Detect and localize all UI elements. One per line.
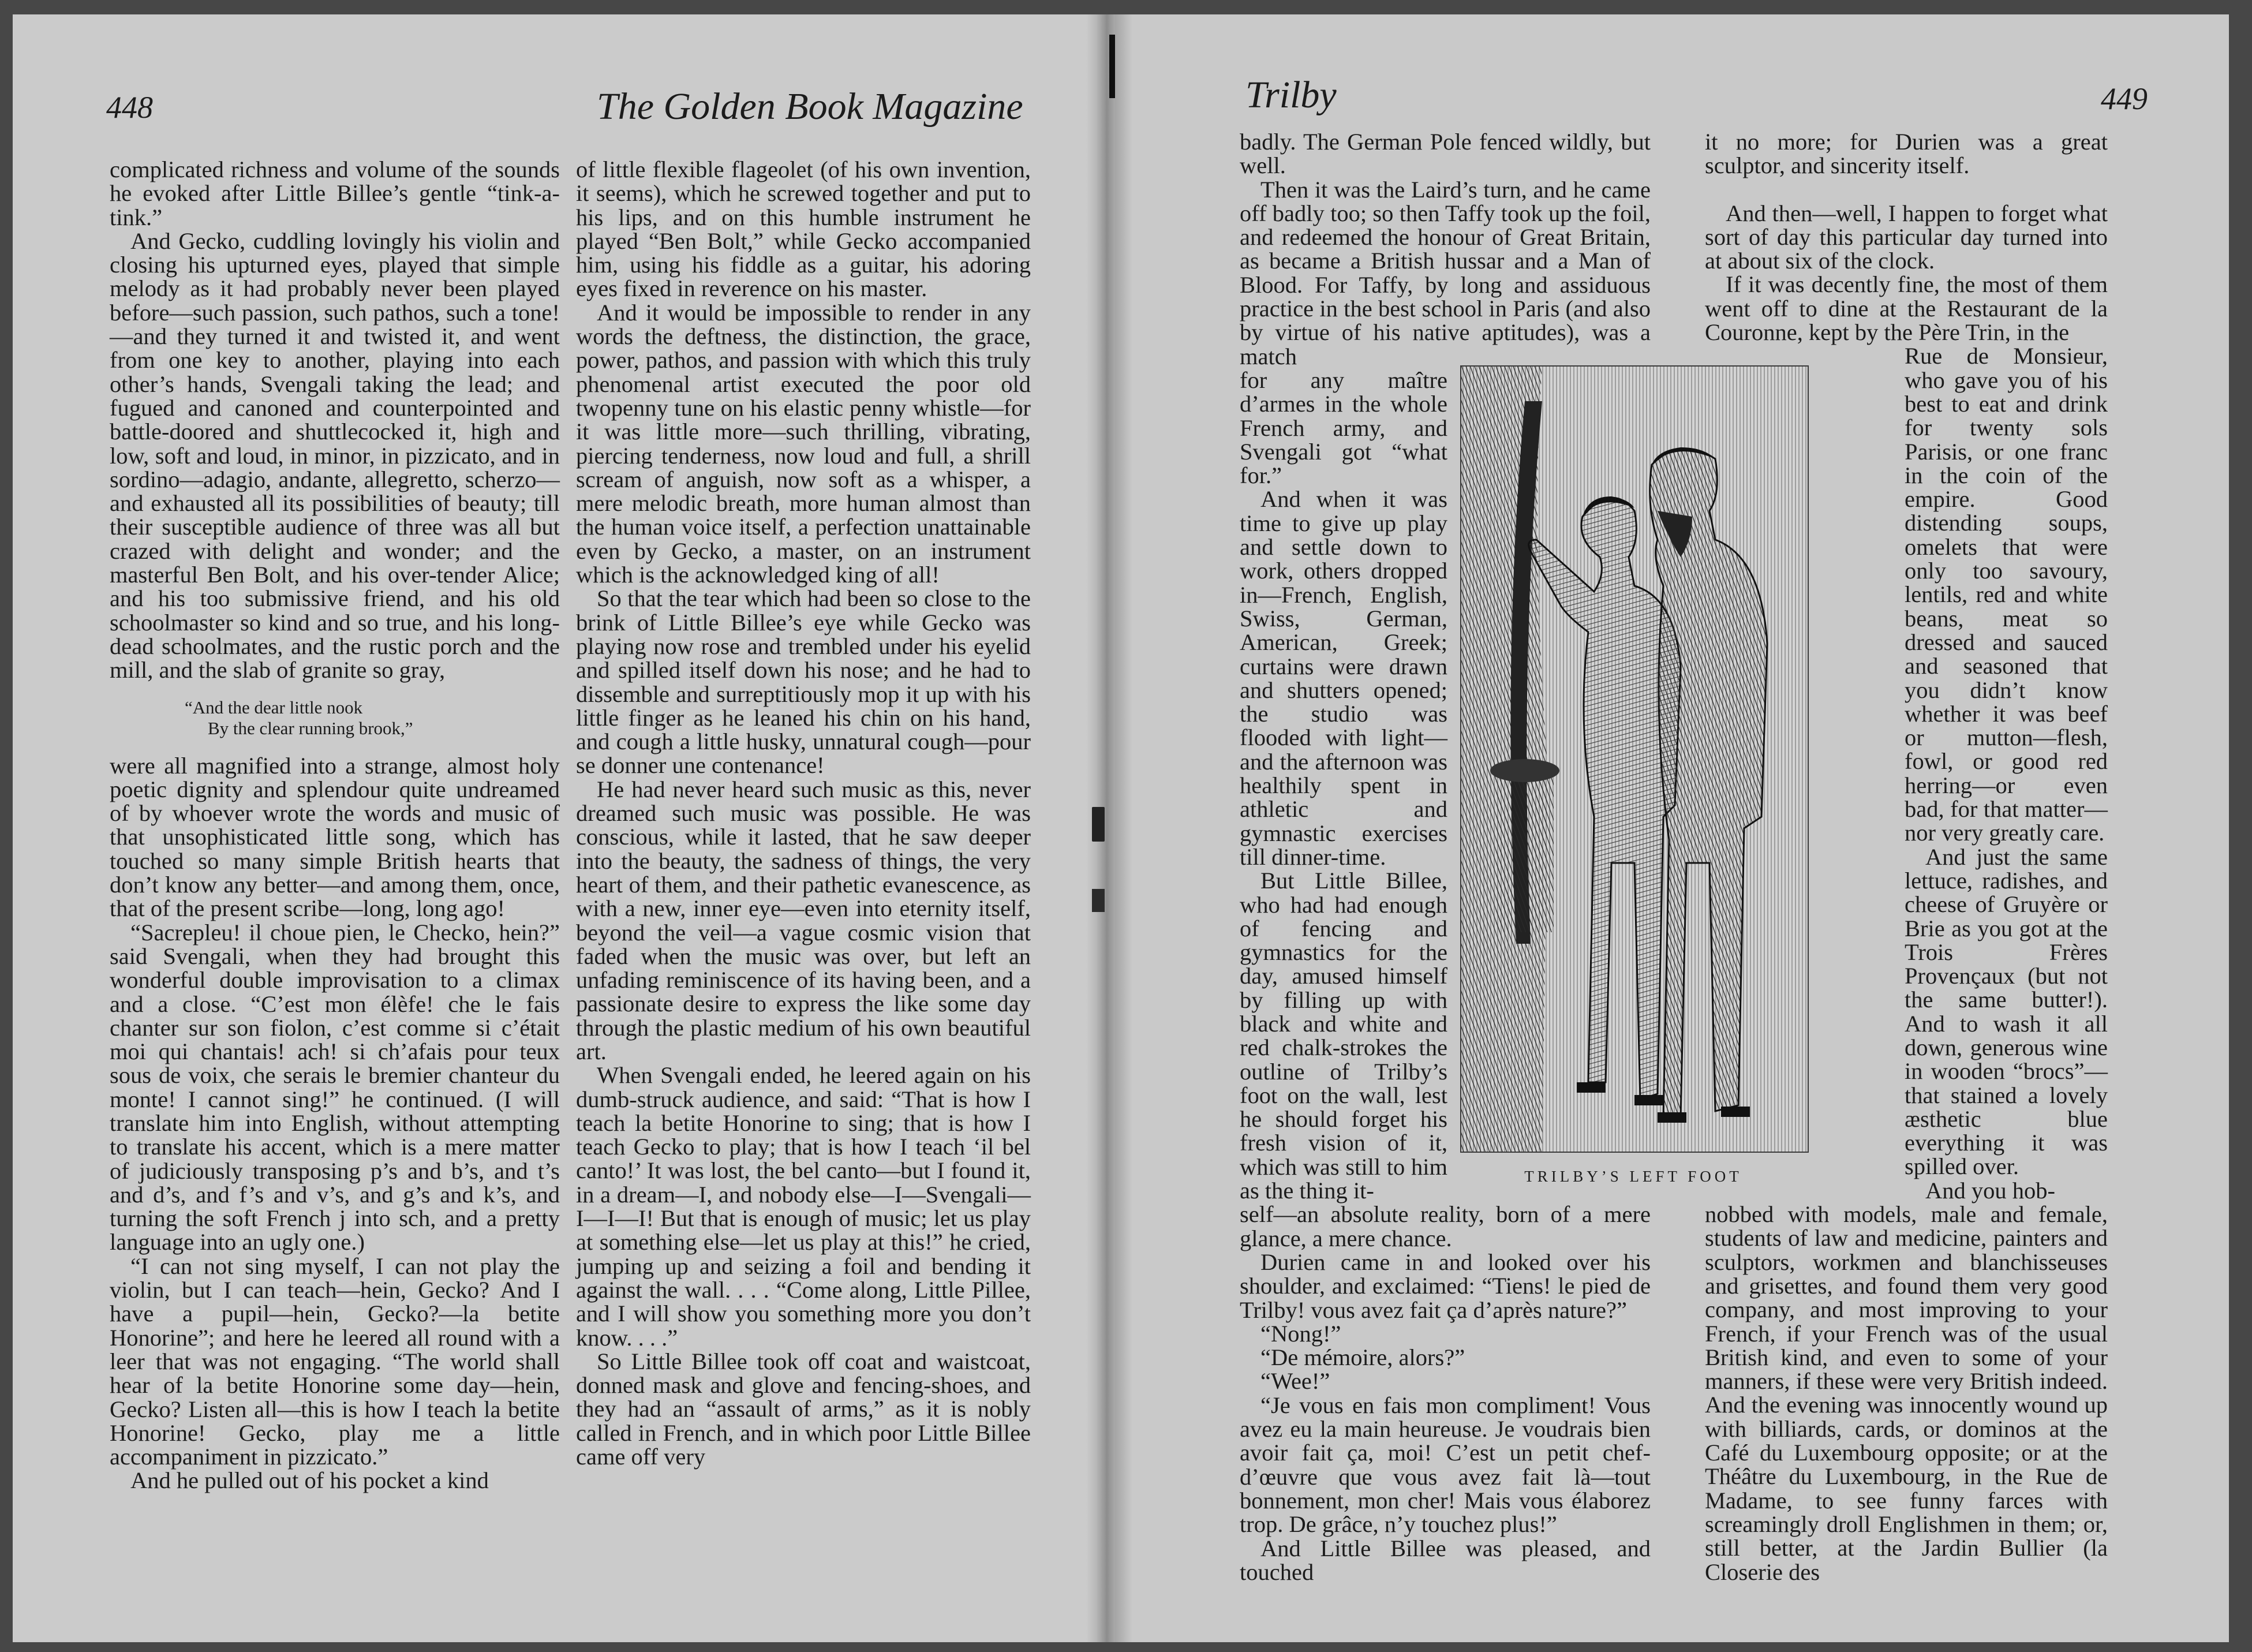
paragraph: And it would be impossible to render in any words the deftness, the distinction, the grace, power, pathos, and passion with which this truly phenomenal artist executed the poor old twopenny tune on his elastic penny whistle—for it was little more—such thrilling, vibrating, piercing tenderness, now loud and full, a shrill scream of anguish, now soft as a whisper, a mere melodic breath, more human almost than the human voice itself, a perfection unattainable even by Gecko, a master, on an instrument which is the acknowledged king of all! [576,299,1031,588]
paragraph: Durien came in and looked over his shoulder, and exclaimed: “Tiens! le pied de Trilby! vous avez fait ça d’après nature?” [1240,1249,1651,1323]
paragraph: And when it was time to give up play and settle down to work, others dropped in—French, English, Swiss, German, American, Greek; curtains were drawn and shutters opened; the studio was flooded with light—and the afternoon was healthily spent in athletic and gymnastic exercises till dinner-time. [1240,486,1447,870]
text-column-1 [110,158,560,1493]
col4-after-paragraphs [1705,1202,2108,1584]
paragraph: of little flexible flageolet (of his own invention, it seems), which he screwed together and put to his lips, and on this humble instrument he played “Ben Bolt,” while Gecko accompanied him, using his fiddle as a guitar, his adoring eyes fixed in reverence on his master. [576,156,1031,302]
paragraph: were all magnified into a strange, almost holy poetic dignity and splendour quite undreamed of by whoever wrote the words and music of that unsophisticated little song, which has touched so many simple British hearts that don’t know any better—and among them, once, that of the present scribe—long, long ago! [110,752,560,922]
paragraph: it no more; for Durien was a great sculptor, and sincerity itself. [1705,129,2108,179]
paragraph: And he pulled out of his pocket a kind [130,1467,489,1494]
paragraph: When Svengali ended, he leered again on his dumb-struck audience, and said: “That is how I teach la betite Honorine to sing; that is how I teach Gecko to play; that is how I teach ‘il bel canto!’ It was lost, the bel canto—but I found it, in a dream—I, and nobody else—I—Svengali—I—I—I! But that is enough of music; let us play at something else—let us play at this!” he cried, jumping up and seizing a foil and bending it against the wall. . . . “Come along, Little Pillee, and I will show you something more you don’t know. . . .” [576,1062,1031,1351]
page-number-right: 449 [2101,81,2148,116]
paragraph: “Je vous en fais mon compliment! Vous avez eu la main heureuse. Je voudrais bien avoir fait ça, moi! C’est un petit chef-d’œuvre que vous avez fait là—tout bonnement, mon cher! Mais vous élaborez trop. De grâce, n’y touchez plus!” [1240,1392,1651,1538]
paragraph: Rue de Monsieur, who gave you of his best to eat and drink for twenty sols Parisis, or one franc in the coin of the empire. Good distending soups, omelets that were only too savoury, lentils, red and white beans, meat so dressed and sauced and seasoned that you didn’t know whether it was beef or mutton—flesh, fowl, or good red herring—or even bad, for that matter—nor very greatly care. [1905,343,2108,846]
page-number-left: 448 [106,90,153,125]
paragraph: But Little Billee, who had had enough of fencing and gymnastics for the day, amused himself by filling up with black and white and red chalk-strokes the outline of Trilby’s foot on the wall, lest he should forget his fresh vision of it, which was still to him as the thing it- [1240,868,1447,1204]
text-column-2 [576,158,1031,1468]
verse-quote [185,697,560,739]
paragraph: Then it was the Laird’s turn, and he came off badly too; so then Taffy took up the foil, and redeemed the honour of Great Britain, as became a British hussar and a Man of Blood. For Taffy, by long and assiduous practice in the best school in Paris (and also by virtue of his native aptitudes), was a match [1240,176,1651,369]
paragraph: “Sacrepleu! il choue pien, le Checko, hein?” said Svengali, when they had brought this wonderful double improvisation to a climax and a close. “C’est mon élèfe! che le fais chanter sur son fiolon, c’est comme si c’était moi qui chantais! ach! si ch’afais pour teux sous de voix, che serais le bremier chanteur du monte! I cannot sing!” he continued. (I will translate him into English, without attempting to translate his accent, which is a mere matter of judiciously transposing p’s and b’s, and t’s and d’s, and f’s and v’s, and g’s and k’s, and turning the soft French j into sch, and a pretty language into an ugly one.) [110,919,560,1255]
paragraph: “Wee!” [1260,1368,1330,1395]
paragraph: And Little Billee was pleased, and touched [1240,1535,1651,1585]
paragraph: “I can not sing myself, I can not play the violin, but I can teach—hein, Gecko? And I have a pupil—hein, Gecko?—la betite Honorine”; and here he leered all round with a leer that was not engaging. “The world shall hear of la betite Honorine some day—hein, Gecko? Listen all—this is how I teach la betite Honorine! Gecko, play me a little accompaniment in pizzicato.” [110,1253,560,1470]
illustration-engraving [1460,365,1809,1153]
paragraph: complicated richness and volume of the sounds he evoked after Little Billee’s gentle “tink-a-tink.” [110,156,560,230]
col4-narrow-paragraphs [1905,344,2108,1202]
paragraph: He had never heard such music as this, never dreamed such music was possible. He was conscious, while it lasted, that he saw deeper into the beauty, the sadness of things, the very heart of them, and their pathetic evanescence, as with a new, inner eye—even into eternity itself, beyond the veil—a vague cosmic vision that faded when the music was over, but left an unfading reminiscence of its having been, and a passionate desire to express the like some day through the plastic medium of his own beautiful art. [576,776,1031,1064]
illustration [1460,365,1864,1186]
paragraph: “De mémoire, alors?” [1260,1344,1465,1371]
paragraph: nobbed with models, male and female, students of law and medicine, painters and sculptors, workmen and blanchisseuses and grisettes, and found them very good company, and most improving to your French, if your French was of the usual British kind, and even to some of your manners, if these were very British indeed. And the evening was innocently wound up with billiards, cards, or dominos at the Café du Luxembourg opposite; or at the Théâtre du Luxembourg, in the Rue de Madame, to see funny farces with screamingly droll Englishmen in them; or, still better, at the Jardin Bullier (la Closerie des [1705,1201,2108,1585]
paragraph: for any maître d’armes in the whole French army, and Svengali got “what for.” [1240,367,1447,489]
binding-mark [1092,807,1105,842]
col2-paragraphs [576,158,1031,1468]
paragraph: “Nong!” [1260,1320,1341,1347]
col3-wide-paragraphs [1240,130,1651,368]
verse-line-1: “And the dear little nook [185,697,363,717]
col1-paragraphs-after [110,754,560,1493]
col3-narrow-paragraphs [1240,368,1447,1202]
binding-mark-2 [1092,889,1105,912]
running-head-right: Trilby [1245,74,1337,116]
running-head-left: The Golden Book Magazine [597,85,1023,128]
paragraph: And then—well, I happen to forget what sort of day this particular day turned into at about six of the clock. [1705,200,2108,274]
paragraph: So Little Billee took off coat and waistcoat, donned mask and glove and fencing-shoes, and they had an “assault of arms,” as it is nobly called in French, and in which poor Little Billee came off very [576,1348,1031,1470]
paragraph: So that the tear which had been so close to the brink of Little Billee’s eye while Gecko was playing now rose and trembled under his eyelid and spilled itself down his nose; and he had to dissemble and surreptitiously mop it up with his little finger as he leaned his chin on his hand, and cough a little husky, unnatural cough—pour se donner une contenance! [576,585,1031,779]
illustration-caption: TRILBY’S LEFT FOOT [1524,1168,1742,1185]
paragraph: And you hob- [1925,1177,2055,1204]
paragraph: And Gecko, cuddling lovingly his violin and closing his upturned eyes, played that simple melody as it had probably never been played before—such passion, such pathos, such a tone!—and they turned it and twisted it, and went from one key to another, playing into each other’s hands, Svengali taking the lead; and fugued and canoned and counterpointed and battle-doored and shuttlecocked it, high and low, soft and loud, in minor, in pizzicato, and in sordino—adagio, andante, allegretto, scherzo—and exhausted all its possibilities of beauty; till their susceptible audience of three was all but crazed with delight and wonder; and the masterful Ben Bolt, and his over-tender Alice; and his too submissive friend, and his old schoolmaster so kind and so true, and his long-dead schoolmates, and the rustic porch and the mill, and the slab of granite so gray, [110,227,560,683]
right-page [1115,14,2229,1642]
paragraph: badly. The German Pole fenced wildly, but well. [1240,129,1651,179]
paragraph: self—an absolute reality, born of a mere glance, a mere chance. [1240,1201,1651,1251]
col4-top-paragraphs [1705,130,2108,344]
col3-after-paragraphs [1240,1202,1651,1584]
paragraph: If it was decently fine, the most of them went off to dine at the Restaurant de la Couronne, kept by the Père Trin, in the [1705,271,2108,346]
verse-line-2: By the clear running brook,” [208,717,413,738]
left-page [13,14,1109,1642]
paragraph: And just the same lettuce, radishes, and cheese of Gruyère or Brie as you got at the Trois Frères Provençaux (but not the same butter!). And to wash it all down, generous wine in wooden “brocs”—that stained a lovely æsthetic blue everything it was spilled over. [1905,843,2108,1180]
col1-paragraphs [110,158,560,682]
